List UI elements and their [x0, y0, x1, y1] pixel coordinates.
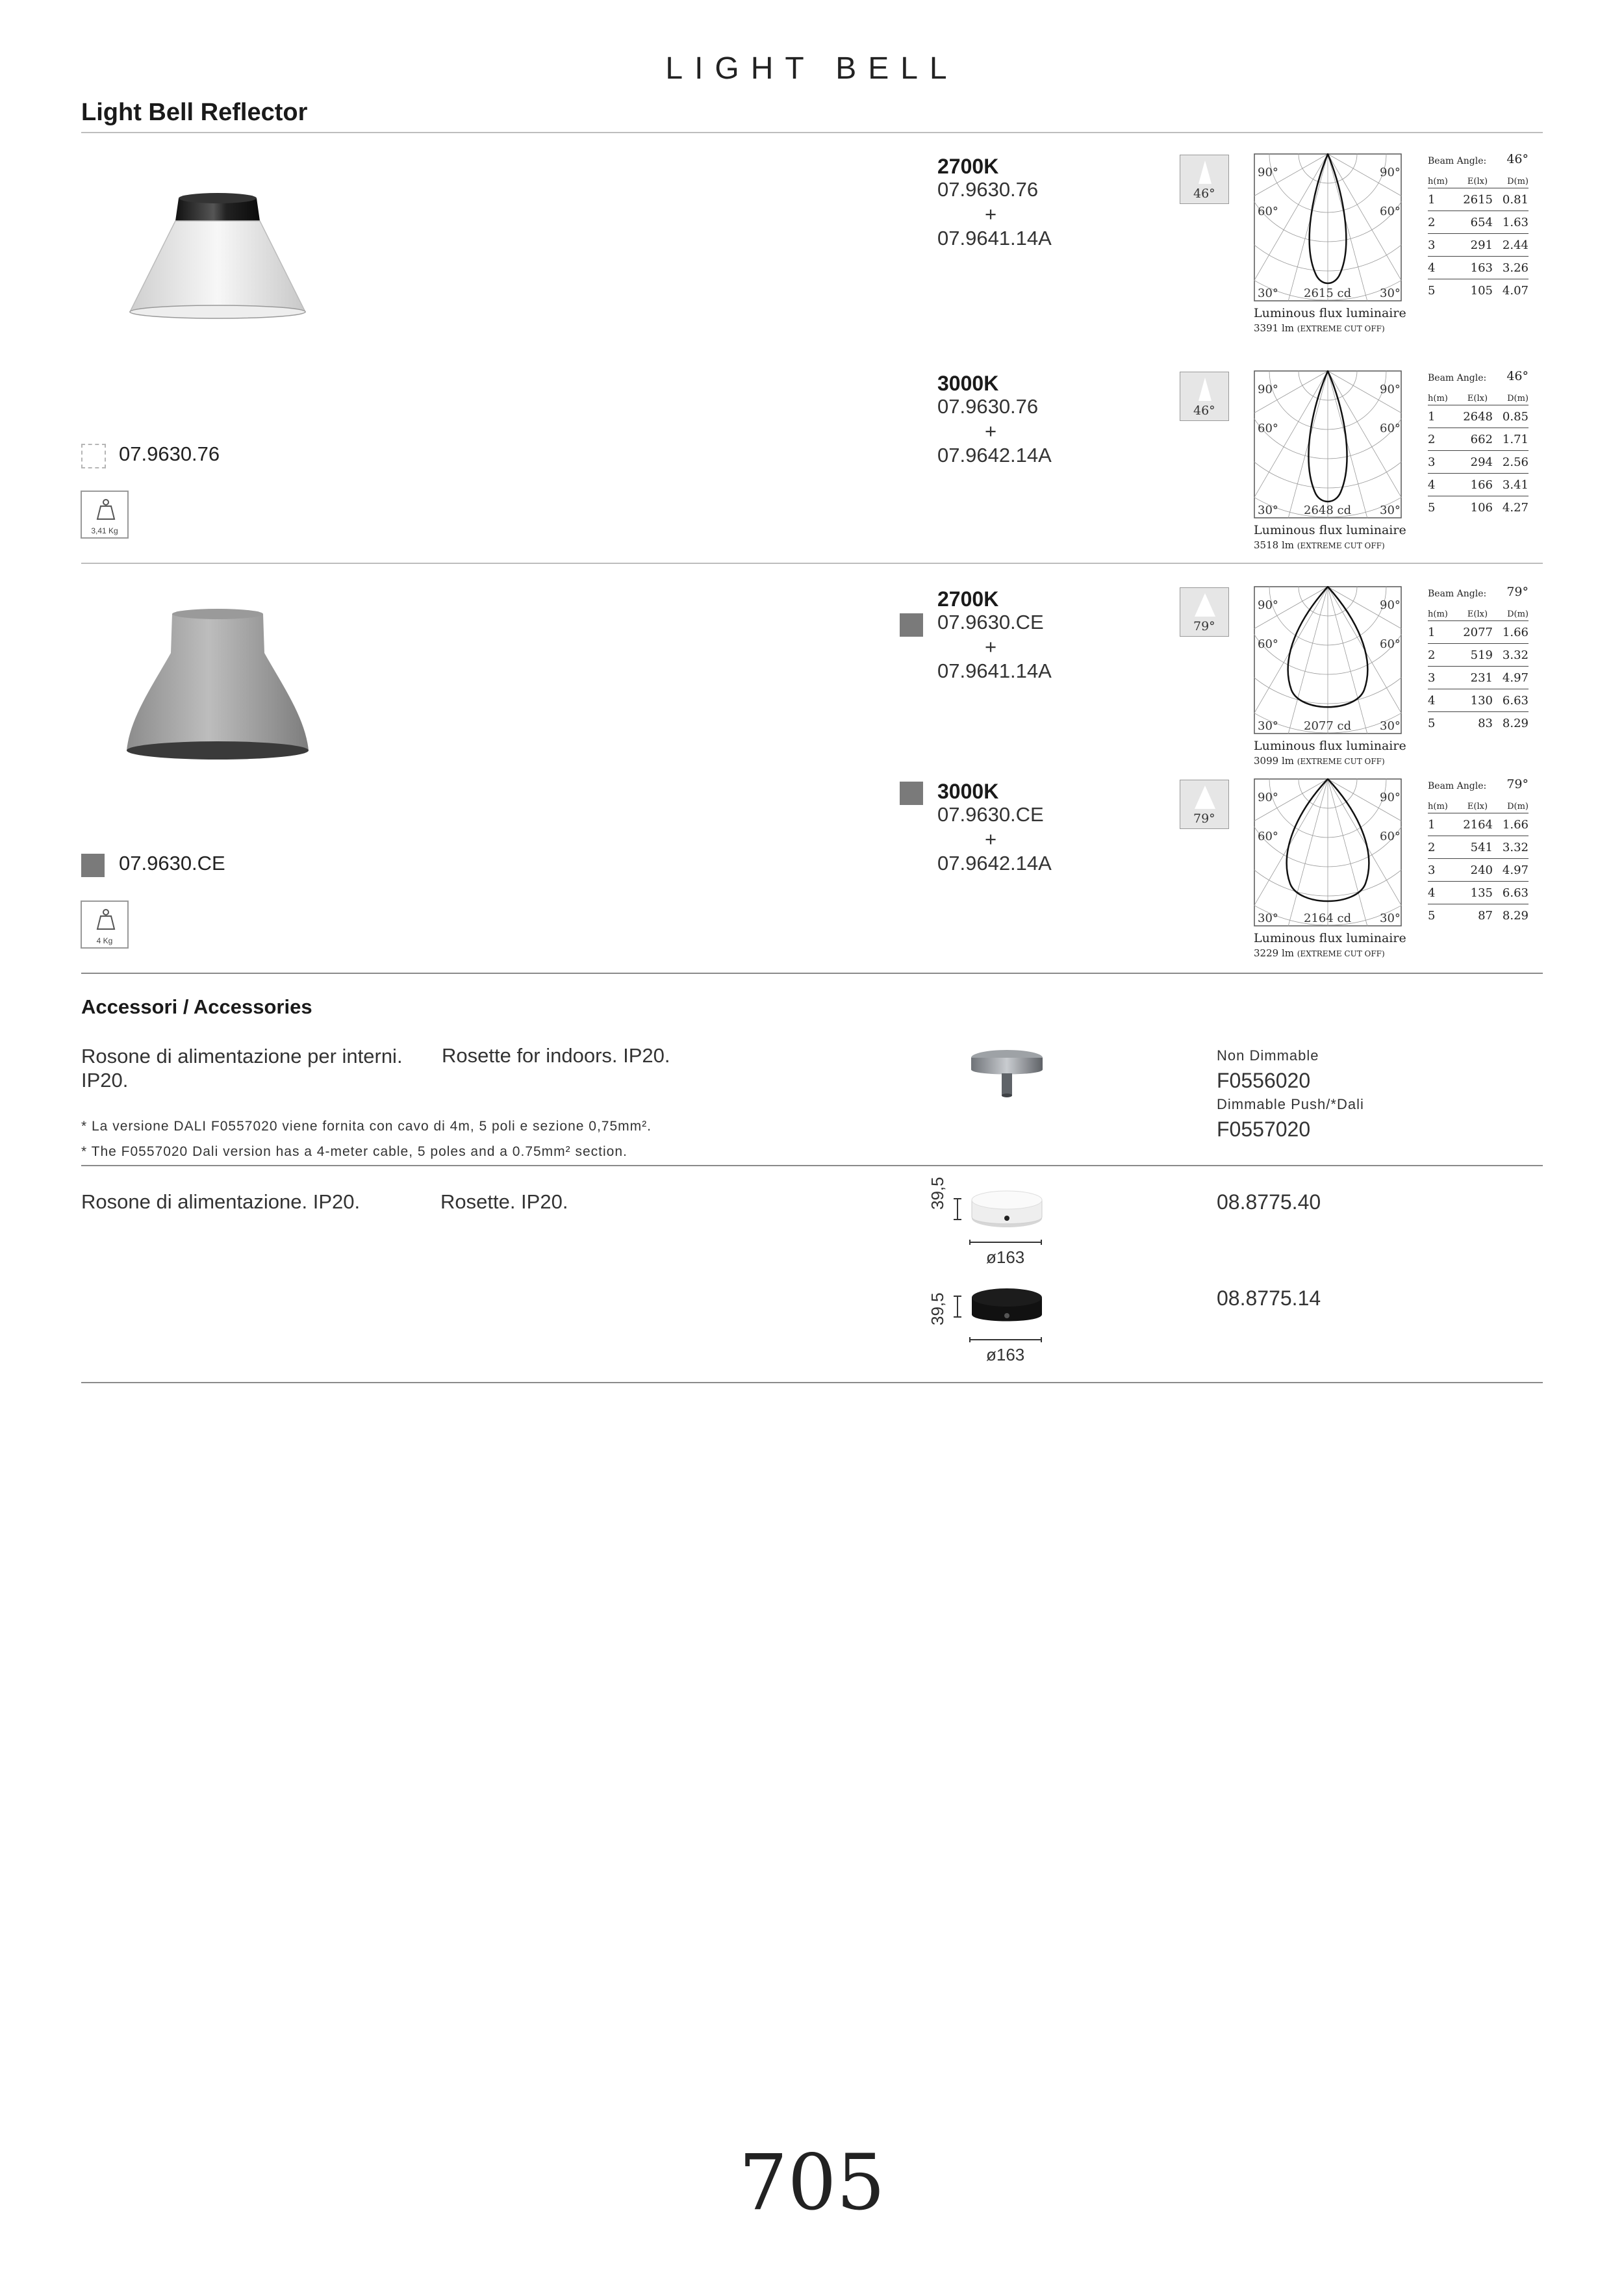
cell-e: 87: [1478, 908, 1493, 923]
accessories-title: Accessori / Accessories: [81, 995, 312, 1018]
cell-d: 3.26: [1502, 261, 1529, 275]
cell-e: 240: [1470, 863, 1493, 877]
cell-h: 1: [1428, 625, 1436, 639]
flux-label: Luminous flux luminaire: [1254, 931, 1406, 945]
table-row: [1428, 496, 1529, 518]
cell-d: 4.27: [1502, 500, 1529, 515]
table-row: [1428, 474, 1529, 496]
cell-h: 4: [1428, 693, 1436, 708]
cell-e: 166: [1470, 478, 1493, 492]
cell-h: 3: [1428, 671, 1436, 685]
table-row: [1428, 621, 1529, 644]
table-row: [1428, 882, 1529, 904]
angle-label: 60°: [1380, 637, 1401, 651]
cell-e: 2077: [1463, 625, 1493, 639]
beam-angle-badge: [1180, 780, 1229, 829]
cell-h: 4: [1428, 886, 1436, 900]
cell-h: 5: [1428, 283, 1436, 298]
diameter-marker-icon: [969, 1336, 1042, 1344]
table-row: [1428, 667, 1529, 689]
flux-label: Luminous flux luminaire: [1254, 523, 1406, 537]
accessory-code: 08.8775.14: [1217, 1286, 1321, 1310]
angle-label: 30°: [1380, 504, 1401, 517]
cell-h: 5: [1428, 908, 1436, 923]
plus-sign: +: [984, 203, 997, 225]
cell-d: 0.85: [1502, 409, 1529, 424]
cell-e: 105: [1470, 283, 1493, 298]
product-code: 07.9630.76: [119, 442, 220, 465]
plus-sign: +: [984, 635, 997, 658]
lumen-value: 3391 lm: [1254, 322, 1294, 334]
table-row: [1428, 428, 1529, 451]
lamp-code: 07.9642.14A: [937, 444, 1052, 466]
dimmable-label: Dimmable Push/*Dali: [1217, 1096, 1364, 1112]
color-swatch-transparent: [81, 444, 106, 468]
beam-icon: [1197, 376, 1213, 402]
cell-h: 4: [1428, 261, 1436, 275]
weight-value: 4 Kg: [96, 936, 113, 945]
flux-value: [1254, 539, 1385, 551]
divider: [81, 1382, 1543, 1383]
product-image-clear-bell: [120, 175, 315, 325]
lamp-code: 07.9641.14A: [937, 659, 1052, 682]
beam-angle-value: 79°: [1506, 585, 1529, 599]
col-e: E(lx): [1467, 802, 1488, 811]
page-number: 705: [739, 2138, 885, 2227]
lamp-code: 07.9641.14A: [937, 227, 1052, 249]
col-d: D(m): [1507, 177, 1529, 186]
diameter-marker-icon: [969, 1238, 1042, 1246]
rosette-white-image: [968, 1186, 1046, 1231]
color-swatch-concrete: [900, 613, 923, 637]
product-code: 07.9630.CE: [119, 852, 225, 875]
cell-h: 2: [1428, 432, 1436, 446]
angle-label: 90°: [1380, 383, 1401, 396]
weight-icon: [96, 908, 116, 930]
cell-e: 2648: [1463, 409, 1493, 424]
beam-icon: [1193, 784, 1217, 810]
angle-label: 60°: [1258, 830, 1278, 843]
flux-label: Luminous flux luminaire: [1254, 739, 1406, 753]
cell-e: 654: [1470, 215, 1493, 229]
cell-e: 519: [1470, 648, 1493, 662]
beam-icon: [1193, 592, 1217, 618]
weight-badge: [81, 901, 129, 949]
accessory-description-en: Rosette. IP20.: [440, 1190, 568, 1213]
beam-angle-badge: [1180, 372, 1229, 421]
cell-e: 541: [1470, 840, 1493, 854]
angle-label: 60°: [1258, 422, 1278, 435]
cell-d: 4.07: [1502, 283, 1529, 298]
rosette-indoor-image: [961, 1046, 1052, 1105]
non-dimmable-label: Non Dimmable: [1217, 1047, 1319, 1064]
angle-label: 30°: [1380, 287, 1401, 300]
angle-label: 60°: [1380, 205, 1401, 218]
peak-intensity: 2164 cd: [1304, 912, 1352, 925]
peak-intensity: 2648 cd: [1304, 504, 1352, 517]
peak-intensity: 2077 cd: [1304, 719, 1352, 733]
table-row: [1428, 813, 1529, 836]
color-swatch-concrete: [900, 782, 923, 805]
divider: [81, 563, 1543, 564]
plus-sign: +: [984, 420, 997, 442]
rosette-black-image: [968, 1283, 1046, 1329]
col-e: E(lx): [1467, 177, 1488, 186]
cell-e: 106: [1470, 500, 1493, 515]
weight-value: 3,41 Kg: [91, 526, 118, 535]
angle-label: 90°: [1258, 791, 1278, 804]
table-row: [1428, 689, 1529, 712]
angle-label: 30°: [1258, 504, 1278, 517]
color-temperature: 2700K: [937, 587, 999, 611]
lumen-value: 3518 lm: [1254, 539, 1294, 551]
beam-angle-label: 79°: [1193, 811, 1215, 826]
angle-label: 30°: [1380, 719, 1401, 733]
variant-code: 07.9630.CE: [937, 803, 1044, 826]
cell-d: 3.41: [1502, 478, 1529, 492]
accessory-description-en: Rosette for indoors. IP20.: [442, 1044, 670, 1067]
divider: [81, 1165, 1543, 1166]
table-row: [1428, 234, 1529, 257]
cell-e: 130: [1470, 693, 1493, 708]
angle-label: 90°: [1380, 166, 1401, 179]
cell-e: 2164: [1463, 817, 1493, 832]
beam-angle-badge: [1180, 587, 1229, 637]
cell-d: 1.66: [1502, 625, 1529, 639]
divider: [81, 132, 1543, 133]
cell-d: 1.71: [1502, 432, 1529, 446]
accessory-description-it: Rosone di alimentazione per interni. IP20.: [81, 1045, 403, 1092]
plus-sign: +: [984, 828, 997, 850]
table-row: [1428, 279, 1529, 301]
photometric-table: [1428, 776, 1529, 926]
height-dimension: 39,5: [928, 1177, 947, 1210]
cell-d: 6.63: [1502, 693, 1529, 708]
beam-angle-text: Beam Angle:: [1428, 781, 1487, 791]
flux-value: [1254, 947, 1385, 959]
angle-label: 90°: [1258, 383, 1278, 396]
beam-angle-label: 46°: [1193, 186, 1215, 201]
brand-title: LIGHT BELL: [665, 51, 959, 86]
color-temperature: 3000K: [937, 372, 999, 395]
variant-code: 07.9630.76: [937, 395, 1039, 418]
cell-d: 4.97: [1502, 671, 1529, 685]
accessory-code: F0557020: [1217, 1118, 1311, 1141]
cell-h: 3: [1428, 238, 1436, 252]
col-h: h(m): [1428, 609, 1448, 619]
beam-angle-value: 46°: [1506, 369, 1529, 383]
cutoff-label: (EXTREME CUT OFF): [1297, 949, 1385, 958]
beam-angle-value: 79°: [1506, 777, 1529, 791]
cutoff-label: (EXTREME CUT OFF): [1297, 757, 1385, 766]
cell-d: 1.63: [1502, 215, 1529, 229]
angle-label: 90°: [1258, 598, 1278, 612]
col-h: h(m): [1428, 394, 1448, 403]
color-swatch-concrete: [81, 854, 105, 877]
beam-angle-text: Beam Angle:: [1428, 156, 1487, 166]
lumen-value: 3229 lm: [1254, 947, 1294, 959]
height-dimension: 39,5: [928, 1292, 947, 1325]
accessory-code: F0556020: [1217, 1069, 1311, 1092]
cell-h: 4: [1428, 478, 1436, 492]
flux-label: Luminous flux luminaire: [1254, 306, 1406, 320]
cell-h: 5: [1428, 500, 1436, 515]
color-temperature: 2700K: [937, 155, 999, 178]
cell-h: 2: [1428, 840, 1436, 854]
product-image-concrete-bell: [120, 607, 315, 763]
table-row: [1428, 211, 1529, 234]
col-h: h(m): [1428, 802, 1448, 811]
cell-d: 8.29: [1502, 716, 1529, 730]
weight-badge: [81, 491, 129, 539]
cell-d: 8.29: [1502, 908, 1529, 923]
footnote-en: * The F0557020 Dali version has a 4-meter cable, 5 poles and a 0.75mm² section.: [81, 1144, 628, 1159]
peak-intensity: 2615 cd: [1304, 287, 1352, 300]
cell-h: 2: [1428, 648, 1436, 662]
cell-d: 3.32: [1502, 840, 1529, 854]
cell-h: 1: [1428, 409, 1436, 424]
angle-label: 90°: [1380, 598, 1401, 612]
table-row: [1428, 644, 1529, 667]
cell-h: 1: [1428, 192, 1436, 207]
cell-d: 4.97: [1502, 863, 1529, 877]
table-row: [1428, 257, 1529, 279]
color-temperature: 3000K: [937, 780, 999, 803]
beam-angle-label: 46°: [1193, 403, 1215, 418]
accessory-code: 08.8775.40: [1217, 1190, 1321, 1214]
angle-label: 60°: [1380, 830, 1401, 843]
angle-label: 60°: [1258, 637, 1278, 651]
cell-d: 6.63: [1502, 886, 1529, 900]
angle-label: 30°: [1258, 287, 1278, 300]
beam-angle-label: 79°: [1193, 619, 1215, 633]
diameter-dimension: ø163: [986, 1345, 1025, 1364]
photometric-table: [1428, 151, 1529, 301]
lamp-code: 07.9642.14A: [937, 852, 1052, 875]
section-title: Light Bell Reflector: [81, 99, 308, 126]
angle-label: 60°: [1380, 422, 1401, 435]
cell-e: 2615: [1463, 192, 1493, 207]
cell-e: 231: [1470, 671, 1493, 685]
table-row: [1428, 712, 1529, 734]
col-d: D(m): [1507, 394, 1529, 403]
cell-e: 294: [1470, 455, 1493, 469]
cell-h: 5: [1428, 716, 1436, 730]
cell-e: 163: [1470, 261, 1493, 275]
cell-h: 2: [1428, 215, 1436, 229]
angle-label: 30°: [1258, 719, 1278, 733]
table-row: [1428, 904, 1529, 926]
cell-e: 291: [1470, 238, 1493, 252]
accessory-description-it: Rosone di alimentazione. IP20.: [81, 1190, 361, 1213]
angle-label: 30°: [1258, 912, 1278, 925]
col-h: h(m): [1428, 177, 1448, 186]
height-marker-icon: [953, 1197, 962, 1221]
beam-icon: [1197, 159, 1213, 185]
col-d: D(m): [1507, 609, 1529, 619]
variant-code: 07.9630.76: [937, 178, 1039, 201]
angle-label: 90°: [1258, 166, 1278, 179]
footnote-it: * La versione DALI F0557020 viene fornita con cavo di 4m, 5 poli e sezione 0,75mm².: [81, 1119, 652, 1134]
cutoff-label: (EXTREME CUT OFF): [1297, 324, 1385, 333]
cutoff-label: (EXTREME CUT OFF): [1297, 541, 1385, 550]
angle-label: 90°: [1380, 791, 1401, 804]
photometric-table: [1428, 368, 1529, 518]
cell-d: 0.81: [1502, 192, 1529, 207]
col-d: D(m): [1507, 802, 1529, 811]
cell-e: 135: [1470, 886, 1493, 900]
beam-angle-badge: [1180, 155, 1229, 204]
beam-angle-value: 46°: [1506, 152, 1529, 166]
angle-label: 30°: [1380, 912, 1401, 925]
table-row: [1428, 188, 1529, 211]
cell-d: 2.44: [1502, 238, 1529, 252]
table-row: [1428, 836, 1529, 859]
cell-h: 3: [1428, 863, 1436, 877]
divider: [81, 973, 1543, 974]
variant-code: 07.9630.CE: [937, 611, 1044, 633]
cell-d: 2.56: [1502, 455, 1529, 469]
cell-d: 1.66: [1502, 817, 1529, 832]
lumen-value: 3099 lm: [1254, 755, 1294, 767]
angle-label: 60°: [1258, 205, 1278, 218]
diameter-dimension: ø163: [986, 1247, 1025, 1267]
col-e: E(lx): [1467, 394, 1488, 403]
flux-value: [1254, 755, 1385, 767]
beam-angle-text: Beam Angle:: [1428, 373, 1487, 383]
table-row: [1428, 405, 1529, 428]
cell-h: 3: [1428, 455, 1436, 469]
table-row: [1428, 859, 1529, 882]
cell-h: 1: [1428, 817, 1436, 832]
cell-e: 662: [1470, 432, 1493, 446]
cell-e: 83: [1478, 716, 1493, 730]
flux-value: [1254, 322, 1385, 334]
cell-d: 3.32: [1502, 648, 1529, 662]
table-row: [1428, 451, 1529, 474]
weight-icon: [96, 498, 116, 520]
col-e: E(lx): [1467, 609, 1488, 619]
height-marker-icon: [953, 1295, 962, 1318]
photometric-table: [1428, 583, 1529, 734]
beam-angle-text: Beam Angle:: [1428, 589, 1487, 599]
